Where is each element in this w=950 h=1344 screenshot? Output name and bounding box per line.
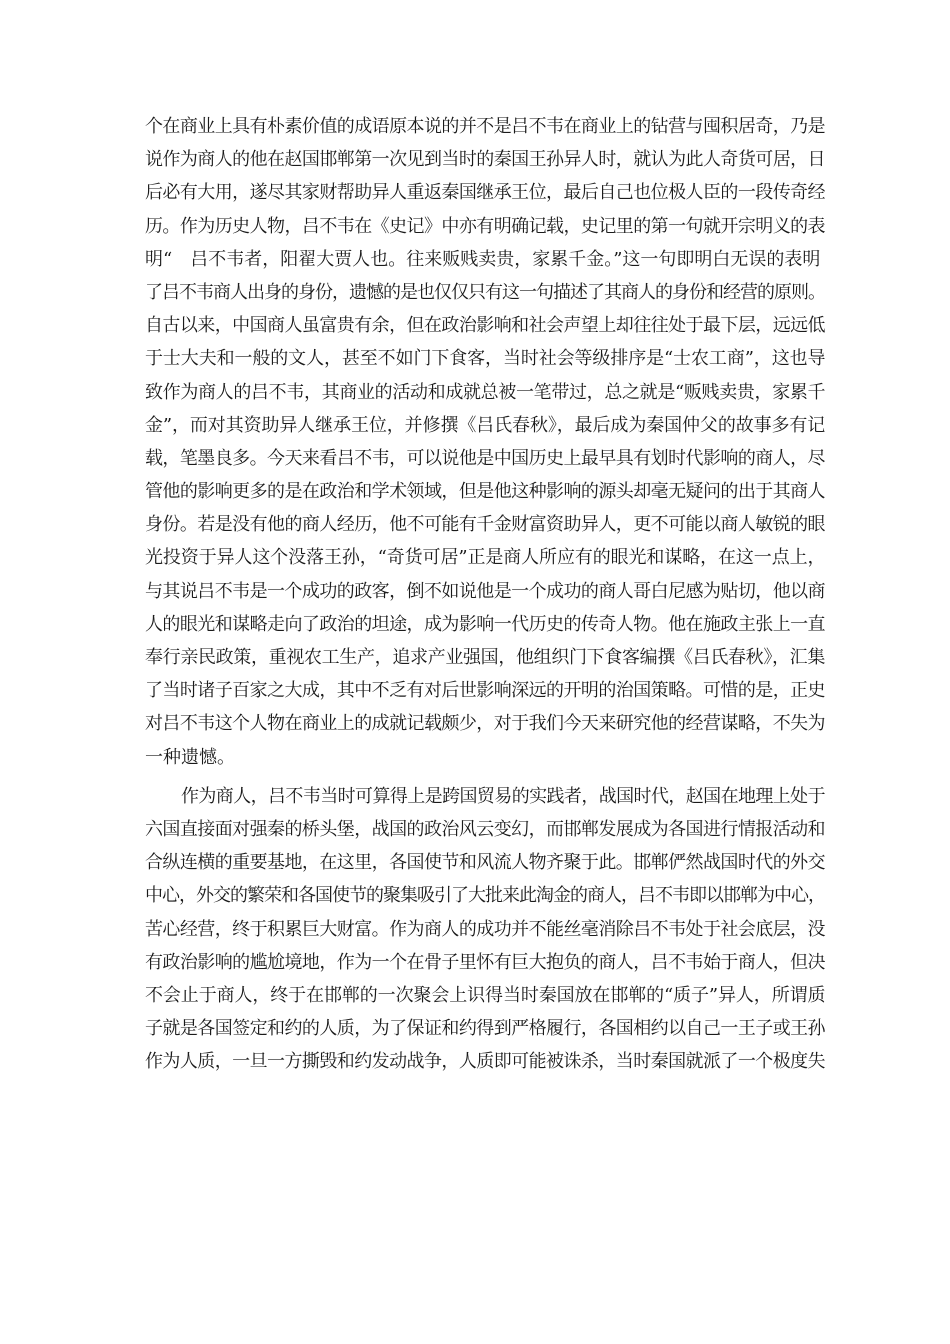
text-line: 后必有大用，遂尽其家财帮助异人重返秦国继承王位，最后自己也位极人臣的一段传奇经 [145, 182, 825, 204]
text-line: 载，笔墨良多。今天来看吕不韦，可以说他是中国历史上最早具有划时代影响的商人，尽 [145, 447, 825, 469]
paragraph-1 [145, 110, 825, 774]
text-line: 与其说吕不韦是一个成功的政客，倒不如说他是一个成功的商人哥白尼感为贴切，他以商 [145, 580, 825, 602]
text-line: 历。作为历史人物，吕不韦在《史记》中亦有明确记载，史记里的第一句就开宗明义的表 [145, 215, 825, 237]
text-line: 明“ 吕不韦者，阳翟大贾人也。往来贩贱卖贵，家累千金。”这一句即明白无误的表明 [145, 248, 821, 270]
text-line: 致作为商人的吕不韦，其商业的活动和成就总被一笔带过，总之就是“贩贱卖贵，家累千 [145, 381, 826, 403]
text-line: 个在商业上具有朴素价值的成语原本说的并不是吕不韦在商业上的钻营与囤积居奇，乃是 [145, 116, 825, 137]
text-line: 说作为商人的他在赵国邯郸第一次见到当时的秦国王孙异人时，就认为此人奇货可居，日 [145, 149, 825, 171]
text-line: 自古以来，中国商人虽富贵有余，但在政治影响和社会声望上却往往处于最下层，远远低 [145, 315, 825, 337]
text-line: 奉行亲民政策，重视农工生产，追求产业强国，他组织门下食客编撰《吕氏春秋》，汇集 [145, 647, 825, 668]
text-line: 中心，外交的繁荣和各国使节的聚集吸引了大批来此淘金的商人，吕不韦即以邯郸为中心， [145, 885, 825, 907]
text-line: 于士大夫和一般的文人，甚至不如门下食客，当时社会等级排序是“士农工商”，这也导 [145, 348, 826, 370]
text-line: 了吕不韦商人出身的身份，遗憾的是也仅仅只有这一句描述了其商人的身份和经营的原则。 [145, 281, 825, 303]
text-line: 光投资于异人这个没落王孙，“奇货可居”正是商人所应有的眼光和谋略，在这一点上， [145, 547, 826, 569]
paragraph-2 [145, 780, 825, 1079]
text-line: 管他的影响更多的是在政治和学术领域，但是他这种影响的源头却毫无疑问的出于其商人 [145, 481, 825, 503]
text-line: 金”，而对其资助异人继承王位，并修撰《吕氏春秋》，最后成为秦国仲父的故事多有记 [145, 414, 826, 436]
text-line: 子就是各国签定和约的人质，为了保证和约得到严格履行，各国相约以自己一王子或王孙 [145, 1018, 825, 1040]
text-line: 一种遗憾。 [145, 746, 235, 768]
text-line: 作为商人，吕不韦当时可算得上是跨国贸易的实践者，战国时代，赵国在地理上处于 [181, 785, 825, 807]
text-line: 作为人质，一旦一方撕毁和约发动战争，人质即可能被诛杀，当时秦国就派了一个极度失 [145, 1051, 825, 1073]
text-line: 了当时诸子百家之大成，其中不乏有对后世影响深远的开明的治国策略。可惜的是，正史 [145, 680, 825, 702]
text-line: 对吕不韦这个人物在商业上的成就记载颇少，对于我们今天来研究他的经营谋略，不失为 [145, 713, 825, 735]
text-line: 苦心经营，终于积累巨大财富。作为商人的成功并不能丝毫消除吕不韦处于社会底层，没 [145, 918, 825, 940]
document-body [145, 110, 825, 1078]
text-line: 合纵连横的重要基地，在这里，各国使节和风流人物齐聚于此。邯郸俨然战国时代的外交 [145, 852, 825, 874]
text-line: 人的眼光和谋略走向了政治的坦途，成为影响一代历史的传奇人物。他在施政主张上一直 [145, 613, 825, 635]
text-line: 不会止于商人，终于在邯郸的一次聚会上识得当时秦国放在邯郸的“质子”异人，所谓质 [145, 984, 826, 1006]
text-line: 有政治影响的尴尬境地，作为一个在骨子里怀有巨大抱负的商人，吕不韦始于商人，但决 [145, 951, 825, 973]
text-line: 六国直接面对强秦的桥头堡，战国的政治风云变幻，而邯郸发展成为各国进行情报活动和 [145, 818, 825, 840]
text-line: 身份。若是没有他的商人经历，他不可能有千金财富资助异人，更不可能以商人敏锐的眼 [145, 514, 825, 536]
